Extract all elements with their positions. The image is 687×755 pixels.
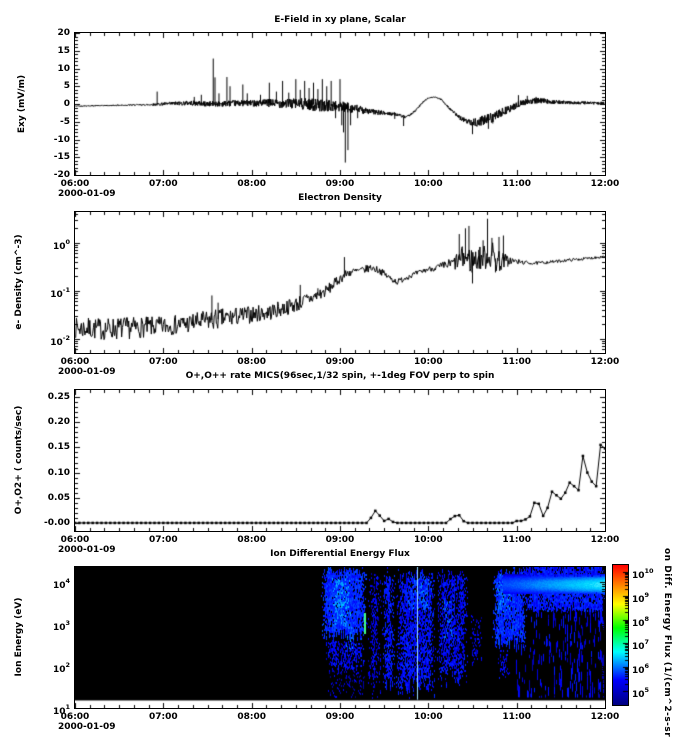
ion-flux-spectrogram-canvas: [75, 567, 605, 708]
x-tick-label: 11:00: [502, 535, 531, 545]
y-tick-label: -10: [53, 134, 70, 145]
panel2-y-axis-label: e- Density (cm^-3): [14, 234, 24, 330]
efield-plot-canvas: [75, 33, 605, 175]
ion-rate-plot-canvas: [75, 390, 605, 531]
y-tick-label: $10^3$: [52, 619, 70, 634]
exponent: 4: [65, 577, 70, 586]
x-tick-label: 08:00: [237, 535, 266, 545]
colorbar: [612, 564, 629, 706]
date-label: 2000-01-09: [58, 367, 116, 377]
y-tick-label: $10^4$: [52, 577, 70, 592]
exponent: 1: [65, 703, 70, 711]
y-tick-label: $10^1$: [52, 703, 70, 717]
electron-density-plot-canvas: [75, 212, 605, 353]
x-tick-label: 07:00: [149, 535, 178, 545]
x-tick-label: 06:00: [60, 712, 90, 722]
x-tick-label: 08:00: [237, 712, 266, 722]
y-tick-label: $10^0$: [52, 237, 70, 252]
x-tick-label: 10:00: [414, 357, 443, 367]
x-tick-label: 10:00: [414, 712, 443, 722]
x-tick-label: 06:00: [60, 357, 90, 367]
y-tick-label: 5: [63, 81, 70, 92]
ion-flux-spectrogram-area: [74, 566, 606, 709]
x-tick-label: 09:00: [325, 712, 355, 722]
x-tick-label: 12:00: [590, 535, 620, 545]
exponent: 8: [644, 614, 650, 623]
y-tick-label: 10: [57, 63, 70, 74]
y-tick-label: -15: [53, 152, 70, 163]
colorbar-tick-label: $10^9$: [632, 590, 650, 605]
x-tick-label: 07:00: [149, 712, 178, 722]
x-tick-label: 11:00: [502, 357, 531, 367]
date-label: 2000-01-09: [58, 722, 116, 732]
x-tick-label: 09:00: [325, 357, 355, 367]
x-tick-label: 07:00: [149, 357, 178, 367]
exponent: -2: [62, 333, 70, 342]
y-tick-label: $10^{-2}$: [50, 333, 70, 348]
y-tick-label: 0.20: [47, 417, 70, 428]
y-tick-label: -0.00: [44, 517, 70, 528]
x-tick-label: 06:00: [60, 535, 90, 545]
exponent: 6: [644, 662, 650, 671]
panel1-title: E-Field in xy plane, Scalar: [274, 15, 406, 25]
x-tick-label: 12:00: [590, 712, 620, 722]
exponent: 3: [65, 619, 70, 628]
exponent: 9: [644, 590, 650, 599]
colorbar-tick-label: $10^6$: [632, 662, 650, 677]
colorbar-canvas: [613, 565, 628, 705]
x-tick-label: 11:00: [502, 712, 531, 722]
exponent: 2: [65, 661, 70, 670]
ion-rate-plot-area: [74, 389, 606, 532]
y-tick-label: -20: [53, 170, 70, 180]
efield-plot-area: [74, 32, 606, 176]
colorbar-unit-label: on Diff. Energy Flux (1/(cm^2-s-sr: [662, 548, 672, 738]
y-tick-label: -5: [60, 116, 70, 127]
exponent: 10: [644, 567, 654, 576]
x-tick-label: 10:00: [414, 535, 443, 545]
x-tick-label: 06:00: [60, 179, 90, 189]
colorbar-tick-label: $10^{10}$: [632, 567, 654, 582]
y-tick-label: 0.15: [47, 442, 70, 453]
y-tick-label: 0.25: [47, 392, 70, 403]
colorbar-tick-label: $10^7$: [632, 638, 650, 653]
x-tick-label: 12:00: [590, 179, 620, 189]
colorbar-tick-label: $10^5$: [632, 685, 650, 700]
y-tick-label: 0: [63, 99, 70, 109]
y-tick-label: 0.10: [47, 467, 70, 478]
x-tick-label: 10:00: [414, 179, 443, 189]
x-tick-label: 07:00: [149, 179, 178, 189]
x-tick-label: 08:00: [237, 357, 266, 367]
panel2-title: Electron Density: [298, 193, 382, 203]
electron-density-plot-area: [74, 211, 606, 354]
y-tick-label: 20: [57, 28, 70, 38]
y-tick-label: 0.05: [47, 492, 70, 503]
x-tick-label: 11:00: [502, 179, 531, 189]
panel4-title: Ion Differential Energy Flux: [270, 549, 410, 559]
panel3-title: O+,O++ rate MICS(96sec,1/32 spin, +-1deg FOV perp to spin: [185, 371, 495, 381]
exponent: 7: [644, 638, 650, 647]
exponent: 0: [65, 237, 70, 246]
panel4-y-axis-label: Ion Energy (eV): [14, 597, 24, 677]
y-tick-label: 15: [57, 45, 70, 56]
x-tick-label: 09:00: [325, 535, 355, 545]
x-tick-label: 08:00: [237, 179, 266, 189]
x-tick-label: 12:00: [590, 357, 620, 367]
panel3-y-axis-label: O+,O2+ ( counts/sec): [14, 405, 24, 515]
panel1-y-axis-label: Exy (mV/m): [17, 74, 27, 134]
exponent: -1: [62, 285, 70, 294]
y-tick-label: $10^2$: [52, 661, 70, 676]
exponent: 5: [644, 685, 650, 694]
date-label: 2000-01-09: [58, 545, 116, 555]
date-label: 2000-01-09: [58, 189, 116, 199]
x-tick-label: 09:00: [325, 179, 355, 189]
colorbar-tick-label: $10^8$: [632, 614, 650, 629]
y-tick-label: $10^{-1}$: [50, 285, 70, 300]
